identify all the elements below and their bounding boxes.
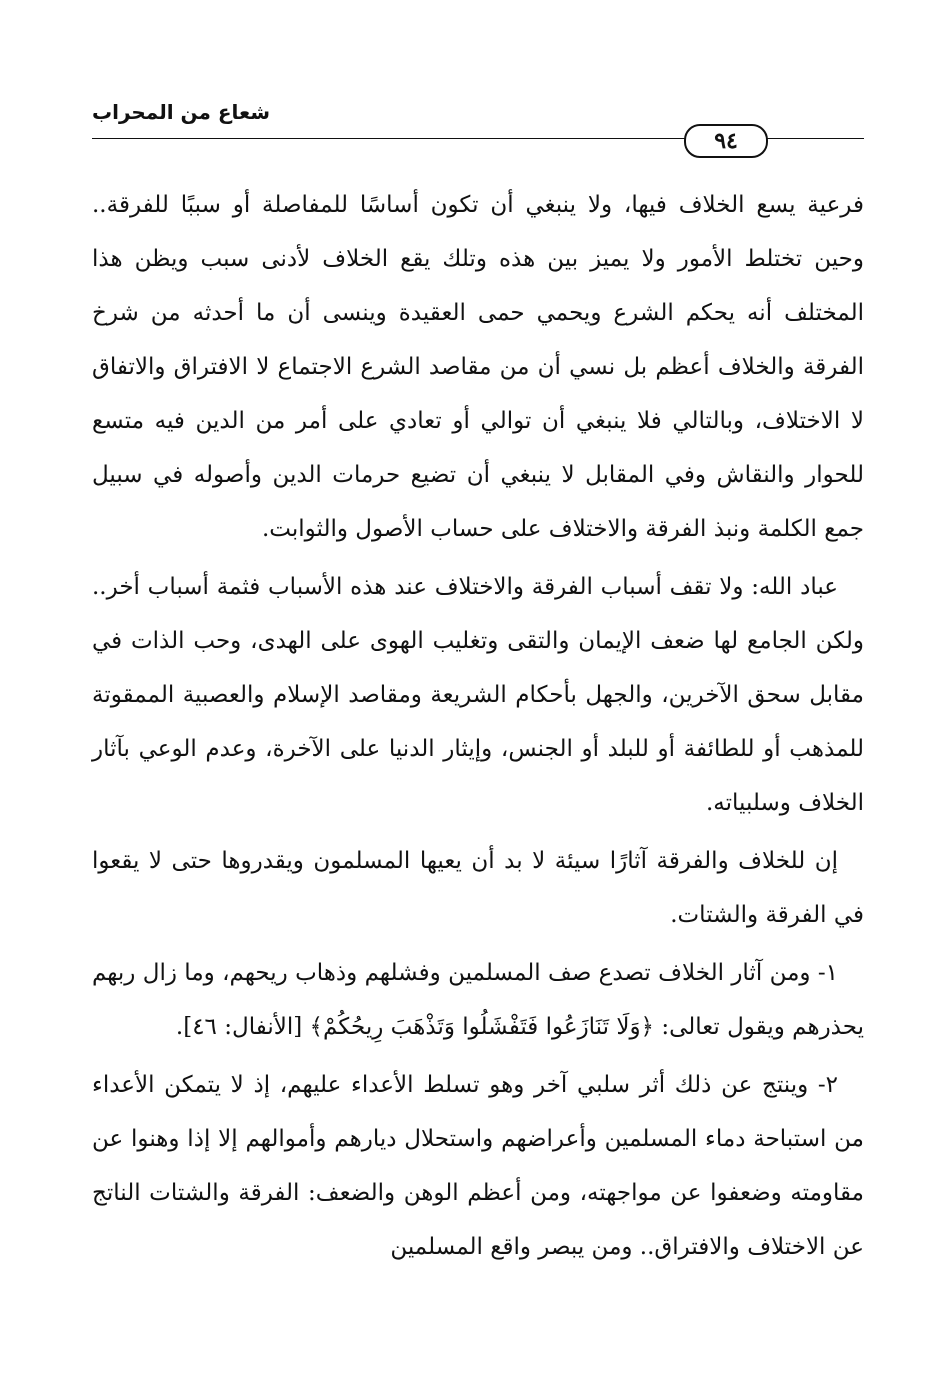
paragraph-4: ١- ومن آثار الخلاف تصدع صف المسلمين وفشلهم وذهاب ريحهم، وما زال ربهم يحذرهم ويقول تعالى: ﴿وَلَا تَنَازَعُوا فَتَفْشَلُوا وَتَذْهَبَ رِيحُكُمْ﴾ [الأنفال: ٤٦]. [92, 960, 864, 1040]
page-number-badge: ٩٤ [684, 124, 768, 158]
paragraph-2: عباد الله: ولا تقف أسباب الفرقة والاختلاف عند هذه الأسباب فثمة أسباب أخر.. ولكن الجامع لها ضعف الإيمان والتقى وتغليب الهوى على الهدى، وحب الذات في مقابل سحق الآخرين، والجهل بأحكام الشريعة ومقاصد الإسلام والعصبية الممقوتة للمذهب أو للطائفة أو للبلد أو الجنس، وإيثار الدنيا على الآخرة، وعدم الوعي بآثار الخلاف وسلبياته. [92, 574, 864, 816]
body-text [92, 178, 864, 1278]
paragraph-3: إن للخلاف والفرقة آثارًا سيئة لا بد أن يعيها المسلمون ويقدروها حتى لا يقعوا في الفرقة والشتات. [92, 848, 864, 928]
paragraph-5: ٢- وينتج عن ذلك أثر سلبي آخر وهو تسلط الأعداء عليهم، إذ لا يتمكن الأعداء من استباحة دماء المسلمين وأعراضهم واستحلال ديارهم وأموالهم إلا إذا وهنوا عن مقاومته وضعفوا عن مواجهته، ومن أعظم الوهن والضعف: الفرقة والشتات الناتج عن الاختلاف والافتراق.. ومن يبصر واقع المسلمين [92, 1072, 864, 1260]
running-header-title: شعاع من المحراب [92, 100, 271, 124]
paragraph-1: فرعية يسع الخلاف فيها، ولا ينبغي أن تكون أساسًا للمفاصلة أو سببًا للفرقة.. وحين تختلط الأمور ولا يميز بين هذه وتلك يقع الخلاف لأدنى سبب ويظن هذا المختلف أنه يحكم الشرع ويحمي حمى العقيدة وينسى أن ما أحدثه من شرخ الفرقة والخلاف أعظم بل نسي أن من مقاصد الشرع الاجتماع لا الافتراق والاتفاق لا الاختلاف، وبالتالي فلا ينبغي أن توالي أو تعادي على أمر من الدين فيه متسع للحوار والنقاش وفي المقابل لا ينبغي أن تضيع حرمات الدين وأصوله في سبيل جمع الكلمة ونبذ الفرقة والاختلاف على حساب الأصول والثوابت. [92, 192, 864, 542]
